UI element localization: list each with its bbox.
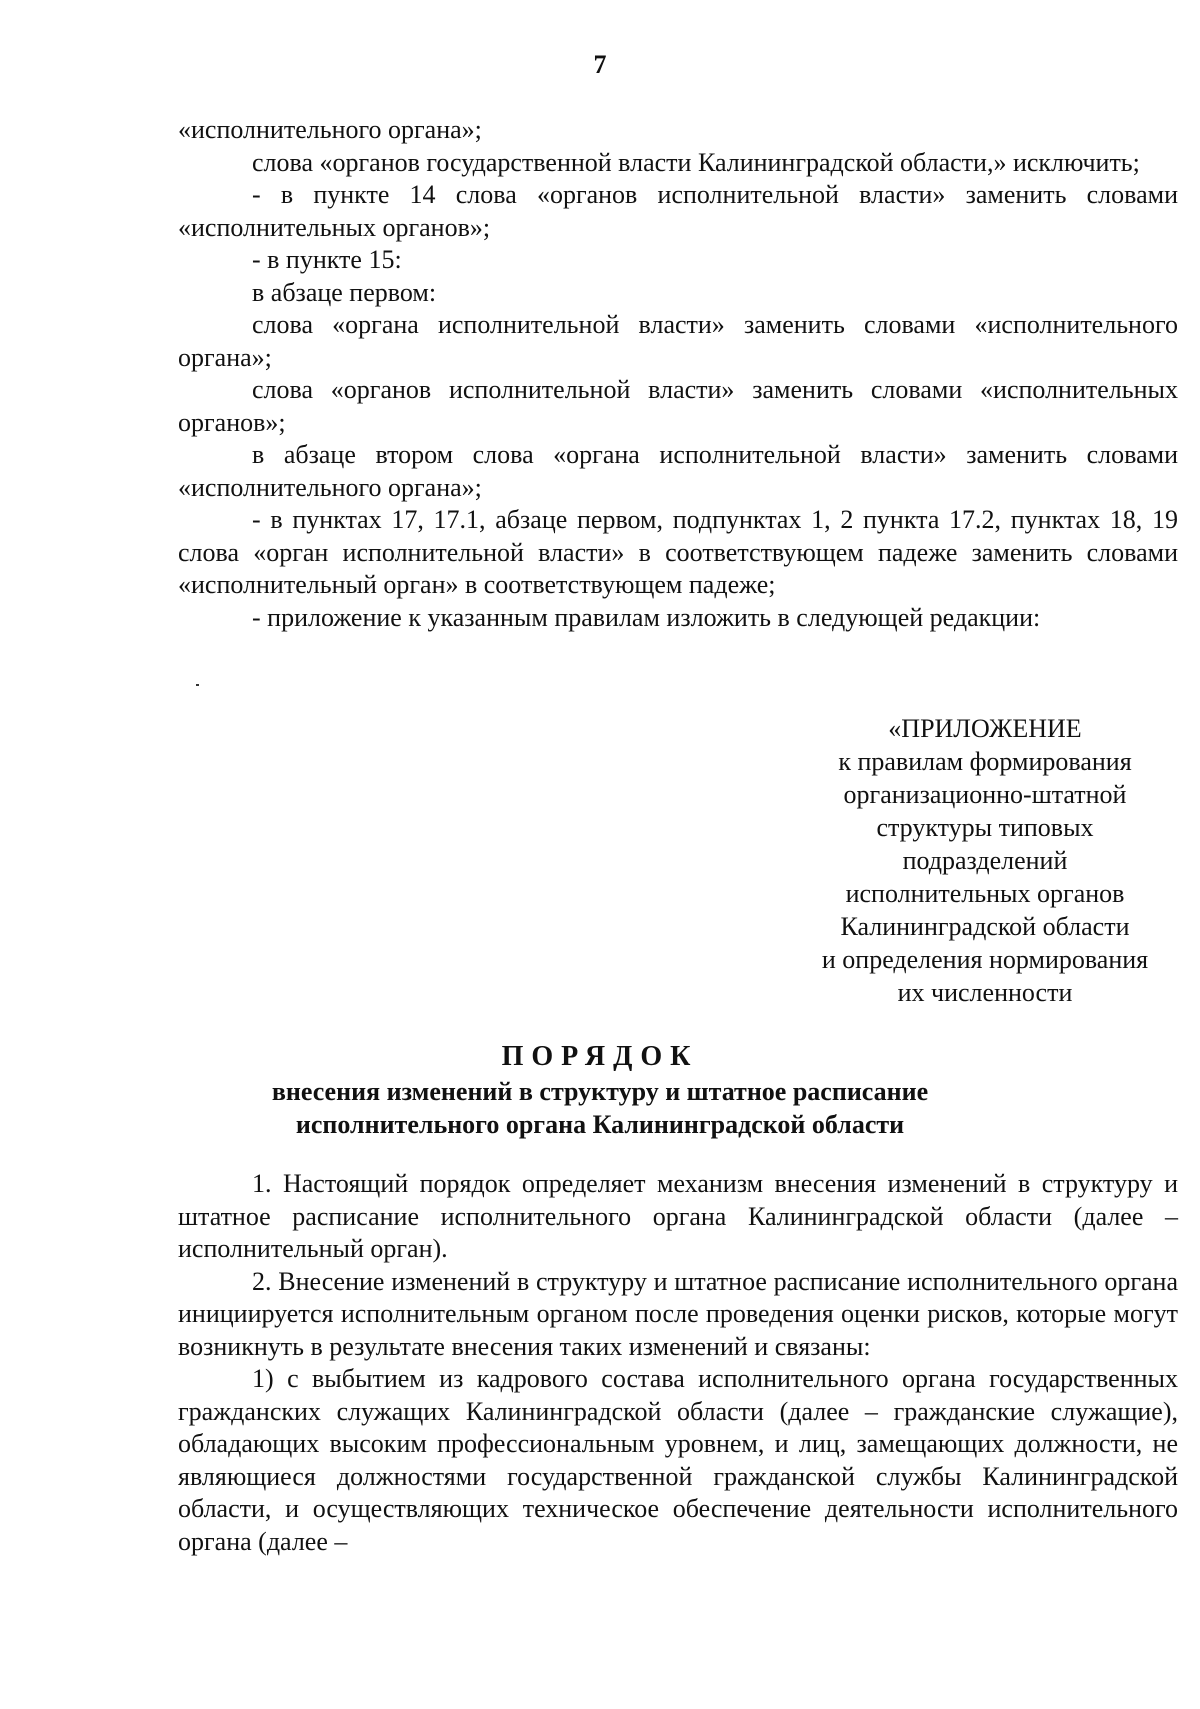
appendix-line: и определения нормирования bbox=[821, 945, 1149, 974]
amendment-paragraph: - в пункте 14 слова «органов исполнительной власти» заменить словами «исполнительных органов»; bbox=[178, 180, 1178, 242]
amendment-paragraph: в абзаце первом: bbox=[252, 277, 437, 307]
order-paragraph: 1) с выбытием из кадрового состава исполнительного органа государственных гражданских служащих Калининградской области (далее – гражданские служащие), обладающих высоким профессиональным уровнем, и лиц, замещающих должности, не являющиеся должностями государственной гражданской службы Калининградской области, и осуществляющих техническое обеспечение деятельности исполнительного органа (далее – bbox=[178, 1364, 1178, 1556]
amendment-paragraph: слова «органов исполнительной власти» заменить словами «исполнительных органов»; bbox=[178, 375, 1178, 437]
order-title: ПОРЯДОК bbox=[501, 1041, 699, 1072]
page-number: 7 bbox=[593, 50, 607, 79]
appendix-line: структуры типовых bbox=[876, 813, 1094, 842]
amendment-paragraph: в абзаце втором слова «органа исполнительной власти» заменить словами «исполнительного органа»; bbox=[178, 440, 1178, 502]
amendments-text bbox=[178, 114, 1178, 634]
order-subtitle bbox=[0, 1075, 1200, 1141]
appendix-line: «ПРИЛОЖЕНИЕ bbox=[888, 714, 1082, 743]
amendment-paragraph: «исполнительного органа»; bbox=[178, 115, 482, 144]
order-paragraph: 2. Внесение изменений в структуру и штатное расписание исполнительного органа инициируется исполнительным органом после проведения оценки рисков, которые могут возникнуть в результате внесения таких изменений и связаны: bbox=[178, 1266, 1178, 1361]
amendment-paragraph: - в пунктах 17, 17.1, абзаце первом, подпунктах 1, 2 пункта 17.2, пунктах 18, 19 слова «орган исполнительной власти» в соответствующем падеже заменить словами «исполнительный орган» в соответствующем падеже; bbox=[178, 505, 1178, 599]
order-paragraph: 1. Настоящий порядок определяет механизм внесения изменений в структуру и штатное расписание исполнительного органа Калининградской области (далее – исполнительный орган). bbox=[178, 1169, 1178, 1263]
amendment-paragraph: - приложение к указанным правилам изложить в следующей редакции: bbox=[252, 602, 1041, 632]
appendix-line: подразделений bbox=[902, 846, 1068, 875]
scan-speck bbox=[196, 684, 199, 686]
amendment-paragraph: слова «органов государственной власти Калининградской области,» исключить; bbox=[252, 147, 1140, 177]
order-subtitle-line: исполнительного органа Калининградской области bbox=[295, 1110, 905, 1139]
order-body bbox=[178, 1168, 1178, 1558]
order-subtitle-line: внесения изменений в структуру и штатное расписание bbox=[271, 1077, 929, 1106]
amendment-paragraph: - в пункте 15: bbox=[252, 245, 402, 274]
appendix-line: их численности bbox=[897, 978, 1073, 1007]
appendix-line: Калининградской области bbox=[840, 912, 1130, 941]
appendix-header bbox=[760, 712, 1200, 1009]
appendix-line: организационно-штатной bbox=[843, 780, 1127, 809]
amendment-paragraph: слова «органа исполнительной власти» заменить словами «исполнительного органа»; bbox=[178, 310, 1178, 372]
appendix-line: к правилам формирования bbox=[838, 747, 1132, 776]
appendix-line: исполнительных органов bbox=[845, 879, 1125, 908]
